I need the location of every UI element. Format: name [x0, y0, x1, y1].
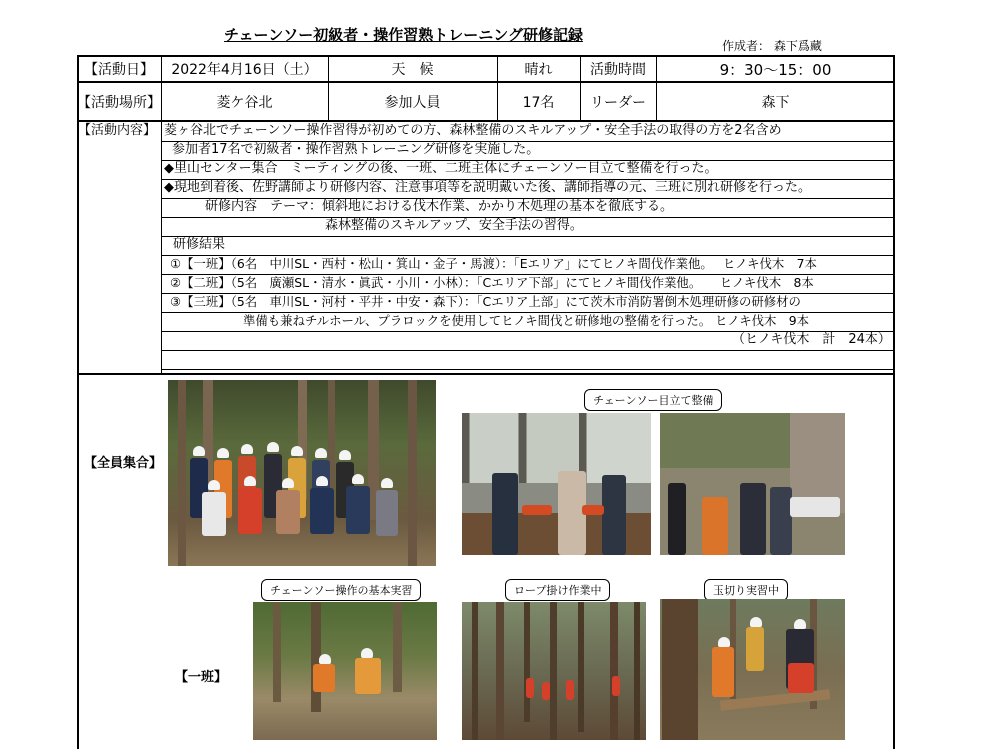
person-figure	[276, 490, 300, 534]
helmet	[718, 637, 730, 647]
helmet	[319, 654, 331, 664]
helmet	[193, 446, 205, 456]
person-figure	[238, 488, 262, 534]
helmet	[208, 480, 220, 490]
content-line: 菱ヶ谷北でチェーンソー操作習得が初めての方、森林整備のスキルアップ・安全手法の取得の方を2名含め	[164, 123, 782, 138]
window-wall	[462, 413, 651, 483]
helmet	[315, 448, 327, 458]
caption-basic-practice: チェーンソー操作の基本実習	[261, 579, 421, 601]
content-line: ◆現地到着後、佐野講師より研修内容、注意事項等を説明戴いた後、講師指導の元、三班に別れ研修を行った。	[164, 180, 811, 195]
person-figure	[310, 488, 334, 534]
person-figure	[526, 678, 534, 698]
person-figure	[612, 676, 620, 696]
helmet	[361, 648, 373, 658]
person-figure	[746, 627, 764, 671]
person-figure	[702, 497, 728, 555]
caption-rope: ロープ掛け作業中	[505, 579, 610, 601]
person-figure	[770, 487, 792, 555]
person-figure	[542, 682, 550, 700]
helmet	[750, 617, 762, 627]
person-figure	[492, 473, 518, 555]
author-text: 作成者： 森下爲藏	[722, 39, 822, 53]
helmet	[217, 448, 229, 458]
weather-value: 晴れ	[524, 62, 553, 78]
chainsaw	[582, 505, 604, 515]
chainsaw	[522, 505, 552, 515]
date-label: 【活動日】	[84, 62, 154, 78]
tree-trunk	[610, 602, 618, 740]
group-photo	[168, 380, 436, 566]
person-figure	[313, 664, 335, 692]
table	[790, 497, 840, 517]
content-line: ◆里山センター集合 ミーティングの後、一班、二班主体にチェーンソー目立て整備を行った。	[164, 161, 718, 176]
helmet	[291, 446, 303, 456]
helmet	[241, 444, 253, 454]
sharpening-photo-2	[660, 413, 845, 555]
person-figure	[566, 680, 574, 700]
table-rule	[77, 120, 895, 122]
content-line: 準備も兼ねチルホール、プラロックを使用してヒノキ間伐と研修地の整備を行った。 ヒノキ伐木 9本	[243, 313, 810, 328]
page-title: チェーンソー初級者・操作習熟トレーニング研修記録	[224, 26, 583, 44]
content-line: 森林整備のスキルアップ、安全手法の習得。	[325, 218, 583, 233]
time-label: 活動時間	[590, 62, 646, 78]
content-line: 参加者17名で初級者・操作習熟トレーニング研修を実施した。	[172, 142, 540, 157]
content-label: 【活動内容】	[78, 123, 157, 138]
basic-practice-photo	[253, 602, 437, 740]
person-figure	[740, 483, 766, 555]
table-rule	[161, 369, 895, 370]
tree-trunk	[550, 602, 557, 740]
person-figure	[602, 475, 626, 555]
tree-trunk	[578, 602, 584, 732]
content-line: ③【三班】（5名 車川SL・河村・平井・中安・森下）：「Cエリア上部」にて茨木市消防署倒木処理研修の研修材の	[170, 294, 801, 309]
person-figure	[712, 647, 734, 697]
bucking-practice-photo	[660, 599, 845, 740]
person-figure	[376, 490, 398, 536]
helmet	[794, 619, 806, 629]
caption-bucking: 玉切り実習中	[704, 579, 788, 601]
group1-label: 【一班】	[175, 670, 228, 685]
helmet	[282, 478, 294, 488]
weather-label: 天 候	[391, 62, 434, 78]
helmet	[381, 478, 393, 488]
content-line: 研修内容 テーマ：傾斜地における伐木作業、かかり木処理の基本を徹底する。	[205, 199, 674, 214]
tree-trunk	[524, 602, 530, 722]
all-members-label: 【全員集合】	[84, 456, 163, 471]
sharpening-photo-1	[462, 413, 651, 555]
leader-label: リーダー	[590, 94, 646, 111]
rope-work-photo	[462, 602, 646, 740]
tree-trunk	[178, 380, 186, 566]
table-rule	[161, 350, 895, 351]
person-figure	[355, 658, 381, 694]
person-figure	[346, 486, 370, 534]
content-line: 研修結果	[173, 237, 226, 252]
place-value: 菱ケ谷北	[216, 94, 273, 111]
place-label: 【活動場所】	[77, 94, 161, 111]
helmet	[316, 476, 328, 486]
content-line: （ヒノキ伐木 計 24本）	[732, 332, 891, 347]
person-figure	[668, 483, 686, 555]
participants-value: 17名	[522, 94, 555, 111]
time-value: 9：30～15：00	[719, 60, 832, 79]
tree-trunk	[408, 380, 417, 566]
table-rule	[161, 236, 895, 237]
tree-trunk	[496, 602, 504, 740]
caption-sharpening: チェーンソー目立て整備	[584, 389, 722, 411]
tree-trunk	[273, 602, 281, 702]
tree-trunk	[393, 602, 402, 692]
content-line: ①【一班】（6名 中川SL・西村・松山・箕山・金子・馬渡）：「Eエリア」にてヒノキ間伐作業他。 ヒノキ伐木 7本	[170, 256, 817, 271]
helmet	[244, 476, 256, 486]
tree-trunk	[662, 599, 698, 740]
date-value: 2022年4月16日（土）	[171, 62, 318, 78]
tree-trunk	[472, 602, 478, 740]
participants-label: 参加人員	[384, 94, 441, 111]
person-figure	[202, 492, 226, 536]
helmet	[267, 442, 279, 452]
content-line: ②【二班】（5名 廣瀬SL・清水・眞武・小川・小林）：「Cエリア下部」にてヒノキ間伐作業他。 ヒノキ伐木 8本	[170, 275, 814, 290]
helmet	[339, 450, 351, 460]
person-figure	[788, 663, 814, 693]
helmet	[352, 474, 364, 484]
tree-trunk	[634, 602, 640, 740]
table-rule	[77, 373, 895, 375]
leader-value: 森下	[761, 94, 790, 111]
